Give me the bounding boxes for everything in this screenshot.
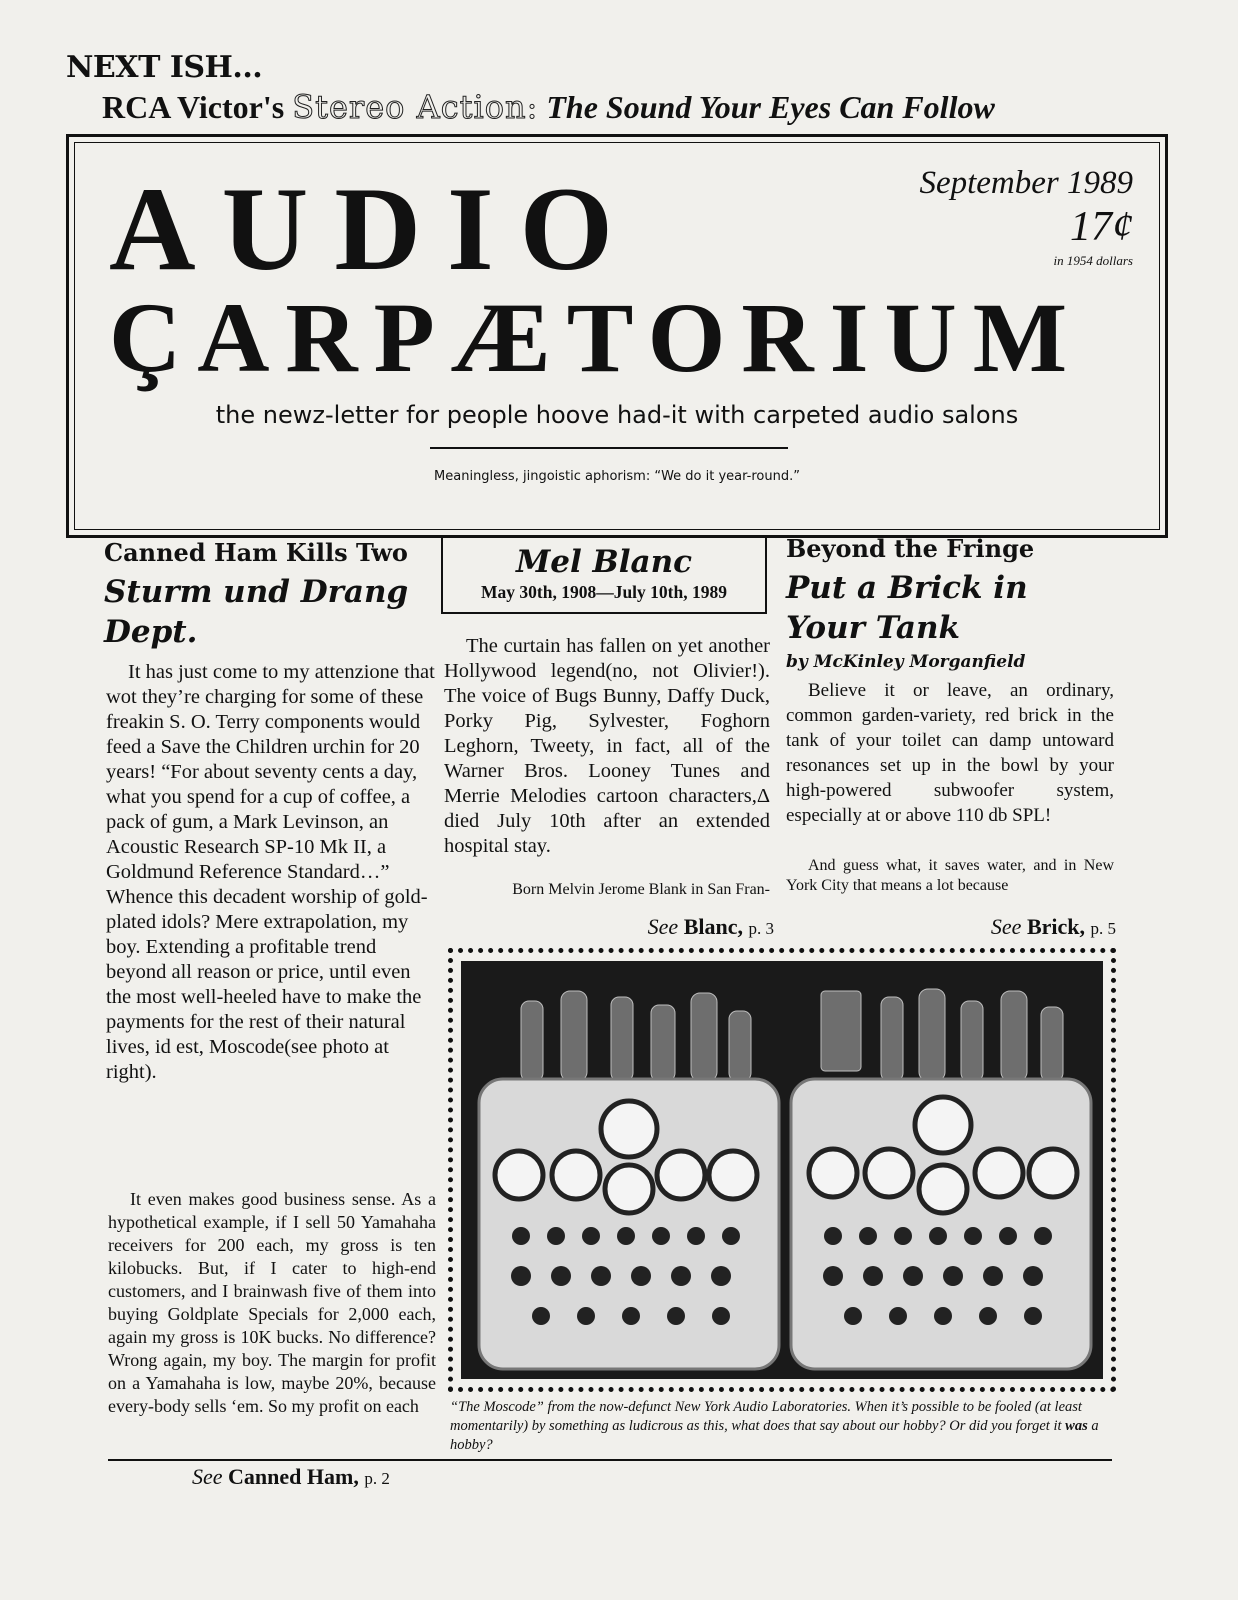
col3-see-word: See bbox=[990, 914, 1022, 939]
issue-date: September 1989 bbox=[919, 165, 1133, 201]
issue-price: 17¢ bbox=[1070, 204, 1133, 250]
col1-continuation bbox=[192, 1464, 390, 1490]
masthead bbox=[66, 134, 1168, 538]
col3-article-continued bbox=[786, 856, 1114, 896]
masthead-subtitle: the newz-letter for people hoove had-it with carpeted audio salons bbox=[215, 401, 1019, 429]
col2-see-word: See bbox=[647, 914, 679, 939]
photo-frame bbox=[448, 948, 1116, 1392]
title-line-1: AUDIO bbox=[109, 162, 640, 295]
teaser-outlined: Stereo Action: bbox=[292, 88, 539, 126]
col3-paragraph-1: Believe it or leave, an ordinary, common garden-variety, red brick in the tank of your toilet can damp untoward resonances set up in the bowl by your high-powered subwoofer system, especially at or above 110 db SPL! bbox=[786, 680, 1114, 826]
col3-paragraph-2: And guess what, it saves water, and in New York City that means a lot because bbox=[786, 857, 1114, 894]
price-note: in 1954 dollars bbox=[1053, 253, 1133, 268]
col1-kicker: Canned Ham Kills Two bbox=[104, 538, 408, 567]
next-issue-teaser bbox=[102, 88, 995, 126]
col1-article-continued bbox=[108, 1188, 436, 1418]
col1-article-body bbox=[106, 660, 436, 1085]
col3-kicker: Beyond the Fringe bbox=[786, 534, 1035, 563]
obituary-dates: May 30th, 1908—July 10th, 1989 bbox=[481, 582, 727, 602]
col2-continuation bbox=[444, 914, 774, 940]
col1-paragraph-1: It has just come to my attenzione that wot they’re charging for some of these freakin S. O. Terry components would feed a Save the Children urchin for 20 years! “For about seventy cents a day, what you spend for a cup of coffee, a pack of gum, a Mark Levinson, an Acoustic Research SP-10 Mk II, a Goldmund Reference Standard…” Whence this decadent worship of gold-plated idols? Mere extrapolation, my boy. Extending a profitable trend beyond all reason or price, until even the most well-heeled have to make the payments for the rest of their natural lives, id est, Moscode(see photo at right). bbox=[106, 661, 435, 1083]
obituary-name: Mel Blanc bbox=[515, 544, 693, 580]
caption-emphasis: was bbox=[1065, 1418, 1088, 1434]
col2-see-page: p. 3 bbox=[748, 919, 774, 938]
col3-article-body bbox=[786, 678, 1114, 828]
caption-text-2: a hobby? bbox=[450, 1418, 1099, 1453]
obituary-box bbox=[441, 536, 767, 614]
col1-see-target: Canned Ham, bbox=[228, 1464, 359, 1489]
col3-see-target: Brick, bbox=[1026, 914, 1085, 939]
col1-see-page: p. 2 bbox=[364, 1469, 390, 1488]
col2-paragraph-1: The curtain has fallen on yet another Hollywood legend(no, not Olivier!). The voice of Bugs Bunny, Daffy Duck, Porky Pig, Sylvester, Foghorn Leghorn, Tweety, in fact, all of the Warner Bros. Looney Tunes and Merrie Melodies cartoon characters,Δ died July 10th after an extended hospital stay. bbox=[444, 635, 770, 857]
col1-headline: Sturm und Drang Dept. bbox=[104, 574, 409, 650]
next-issue-kicker: NEXT ISH... bbox=[66, 50, 263, 85]
col2-paragraph-2: Born Melvin Jerome Blank in San Fran- bbox=[512, 881, 770, 898]
masthead-inner-border bbox=[74, 142, 1160, 530]
title-line-2: ÇARPÆTORIUM bbox=[109, 282, 1084, 393]
masthead-aphorism: Meaningless, jingoistic aphorism: “We do it year-round.” bbox=[434, 469, 800, 484]
col1-paragraph-2: It even makes good business sense. As a hypothetical example, if I sell 50 Yamahaha receivers for 200 each, my gross is ten kilobucks. But, if I cater to high-end customers, and I brainwash five of them into buying Goldplate Specials for 2,000 each, again my gross is 10K bucks. No difference? Wrong again, my boy. The margin for profit on a Yamahaha is low, maybe 20%, because every-body sells ‘em. So my profit on each bbox=[108, 1189, 436, 1416]
col3-continuation bbox=[786, 914, 1116, 940]
col3-headline: Put a Brick in Your Tank bbox=[786, 570, 1028, 646]
caption-text-1: “The Moscode” from the now-defunct New York Audio Laboratories. When it’s possible to be fooled (at least momentarily) by something as ludicrous as this, what does that say about our hobby? Or did you forget it bbox=[450, 1399, 1082, 1434]
amplifier-illustration bbox=[461, 961, 1103, 1379]
teaser-tail: The Sound Your Eyes Can Follow bbox=[546, 89, 995, 125]
col2-see-target: Blanc, bbox=[683, 914, 743, 939]
col3-byline: by McKinley Morganfield bbox=[786, 652, 1026, 672]
photo-caption bbox=[450, 1398, 1114, 1455]
bottom-rule bbox=[108, 1459, 1112, 1461]
moscode-amplifier-photo bbox=[461, 961, 1103, 1379]
col2-article-body bbox=[444, 634, 770, 859]
masthead-divider bbox=[430, 447, 788, 449]
teaser-lead: RCA Victor's bbox=[102, 89, 285, 125]
col3-see-page: p. 5 bbox=[1090, 919, 1116, 938]
col1-see-word: See bbox=[192, 1464, 223, 1489]
